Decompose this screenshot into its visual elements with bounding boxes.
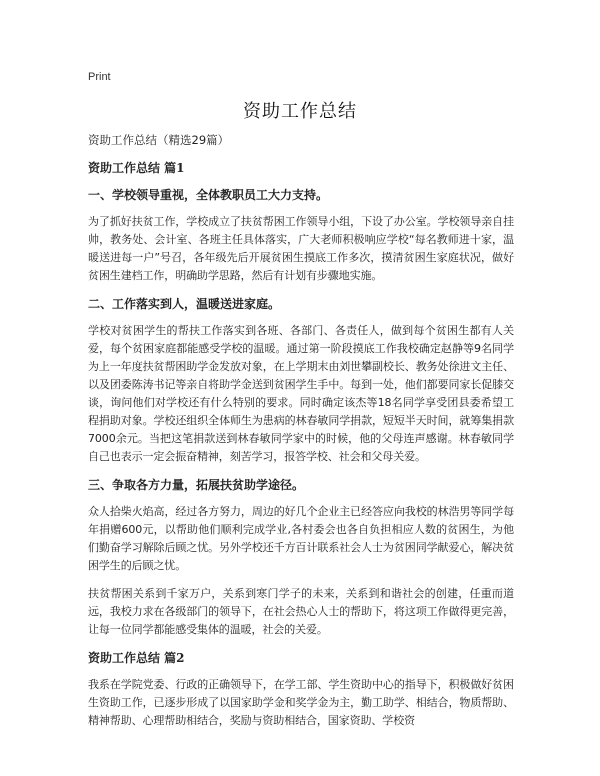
section-3-heading: 三、争取各方力量，拓展扶贫助学途径。 bbox=[88, 478, 305, 492]
section-1-paragraph: 为了抓好扶贫工作，学校成立了扶贫帮困工作领导小组，下设了办公室。学校领导亲自挂帅，教务处、会计室、各班主任具体落实，广大老师积极响应学校“每名教师进十家，温暖送进每一户”号召，各年级先后开展贫困生摸底工作多次，摸清贫困生家庭状况，做好贫困生建档工作，明确助学思路，然后有计划有步骤地实施。 bbox=[88, 215, 514, 282]
print-link[interactable]: Print bbox=[88, 71, 111, 83]
article-1-heading: 资助工作总结 篇1 bbox=[88, 161, 185, 175]
page-title: 资助工作总结 bbox=[243, 101, 357, 122]
section-1-heading: 一、学校领导重视，全体教职员工大力支持。 bbox=[88, 188, 329, 202]
article-2-paragraph: 我系在学院党委、行政的正确领导下，在学工部、学生资助中心的指导下，积极做好贫困生资助工作，已逐步形成了以国家助学金和奖学金为主，勤工助学、相结合，物质帮助、精神帮助、心理帮助相结合，奖励与资助相结合，国家资助、学校资 bbox=[88, 678, 514, 727]
document-body bbox=[88, 131, 514, 740]
section-2-heading: 二、工作落实到人，温暖送进家庭。 bbox=[88, 297, 281, 311]
section-3-paragraph-2: 扶贫帮困关系到千家万户，关系到寒门学子的未来，关系到和谐社会的创建，任重而道远，我校力求在各级部门的领导下，在社会热心人士的帮助下，将这项工作做得更完善，让每一位同学都能感受集体的温暖，社会的关爱。 bbox=[88, 587, 514, 636]
article-2-heading: 资助工作总结 篇2 bbox=[88, 651, 185, 665]
section-3-paragraph-1: 众人拾柴火焰高，经过各方努力，周边的好几个企业主已经答应向我校的林浩男等同学每年捐赠600元，以帮助他们顺利完成学业,各村委会也各自负担相应人数的贫困生，为他们勤奋学习解除后顾之忧。另外学校还千方百计联系社会人士为贫困同学献爱心，解决贫困学生的后顾之忧。 bbox=[88, 505, 514, 572]
document-subtitle: 资助工作总结（精选29篇） bbox=[88, 133, 230, 147]
section-2-paragraph: 学校对贫困学生的帮扶工作落实到各班、各部门、各责任人，做到每个贫困生都有人关爱，每个贫困家庭都能感受学校的温暖。通过第一阶段摸底工作我校确定赵静等9名同学为上一年度扶贫帮困助学金发放对象，在上学期末由刘世攀副校长、教务处徐进文主任、以及团委陈涛书记等亲自将助学金送到贫困学生手中。每到一处，他们都要同家长促膝交谈，询问他们对学校还有什么特别的要求。同时确定该杰等18名同学享受团县委希望工程捐助对象。学校还组织全体师生为患病的林春敏同学捐款，短短半天时间，就筹集捐款7000余元。当把这笔捐款送到林春敏同学家中的时候，他的父母连声感谢。林春敏同学自己也表示一定会振奋精神，刻苦学习，报答学校、社会和父母关爱。 bbox=[88, 324, 514, 463]
